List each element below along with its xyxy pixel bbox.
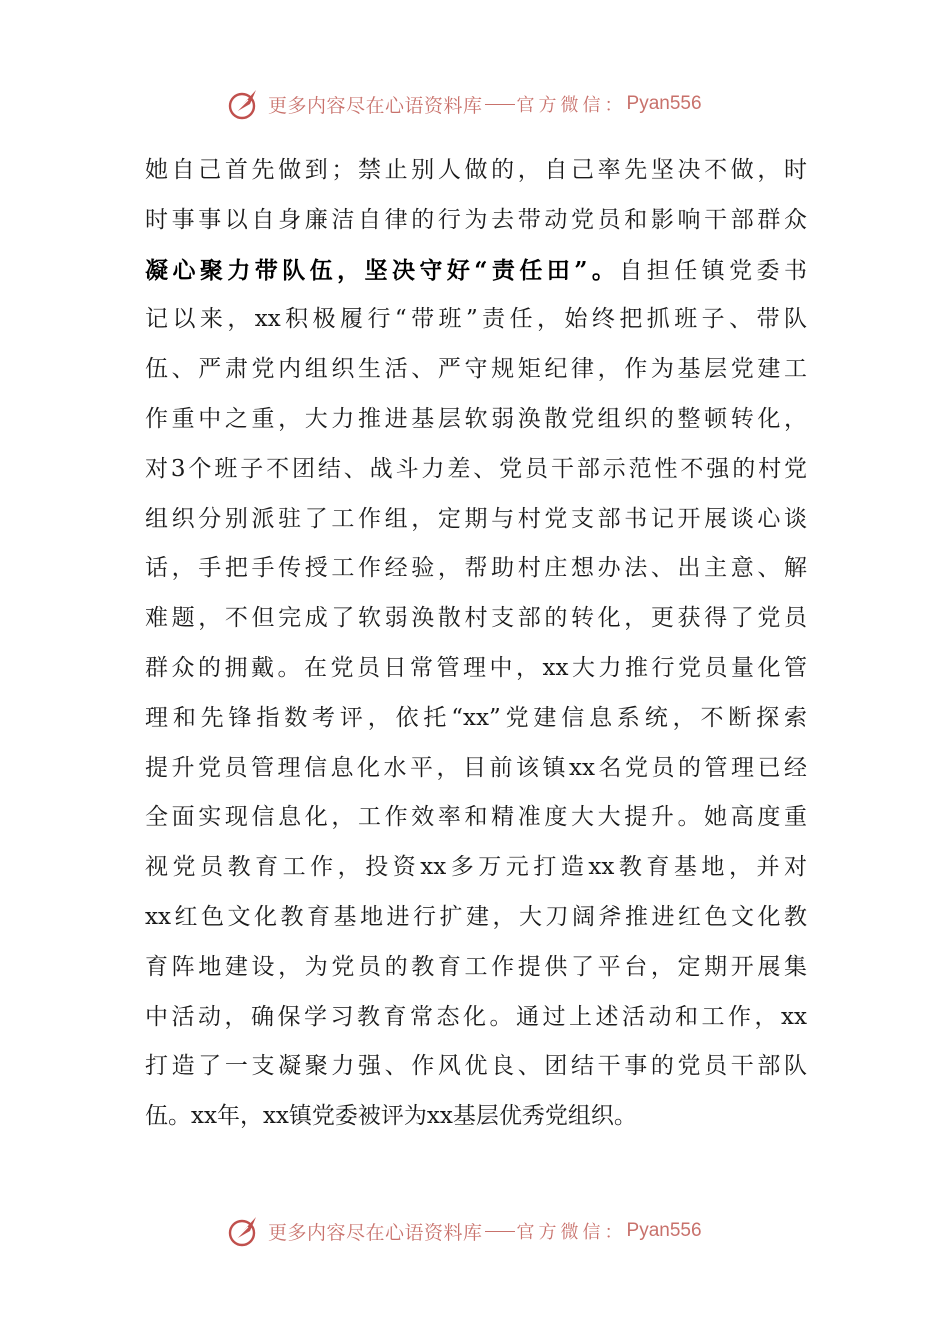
text-line: 组织分别派驻了工作组，定期与村党支部书记开展谈心谈 [145, 505, 807, 532]
text-line: 时事事以自身廉洁自律的行为去带动党员和影响干部群众 [145, 206, 807, 233]
watermark-text: 更多内容尽在心语资料库 [268, 1221, 483, 1244]
text-line: 对3个班子不团结、战斗力差、党员干部示范性不强的村党 [145, 455, 807, 482]
text-line: 打造了一支凝聚力强、作风优良、团结干事的党员干部队 [145, 1053, 807, 1080]
watermark-wechat-label: 官方微信： [516, 1222, 627, 1243]
quill-logo-icon [226, 86, 262, 122]
watermark-text: 更多内容尽在心语资料库 [268, 94, 483, 117]
text-line: 育阵地建设，为党员的教育工作提供了平台，定期开展集 [145, 953, 807, 980]
text-line: 作重中之重，大力推进基层软弱涣散党组织的整顿转化， [145, 405, 807, 432]
watermark-wechat-label: 官方微信： [516, 95, 627, 116]
bold-heading: 凝心聚力带队伍，坚决守好“责任田”。 [145, 256, 620, 284]
text-line: 记以来，xx积极履行“带班”责任，始终把抓班子、带队 [145, 306, 807, 333]
text-line: xx红色文化教育基地进行扩建，大刀阔斧推进红色文化教 [145, 903, 807, 930]
text-line: 中活动，确保学习教育常态化。通过上述活动和工作，xx [145, 1003, 807, 1030]
text-line: 全面实现信息化，工作效率和精准度大大提升。她高度重 [145, 804, 807, 831]
watermark-dash [485, 104, 515, 105]
text-line: 视党员教育工作，投资xx多万元打造xx教育基地，并对 [145, 854, 807, 881]
text-line: 提升党员管理信息化水平，目前该镇xx名党员的管理已经 [145, 754, 807, 781]
text-line: 难题，不但完成了软弱涣散村支部的转化，更获得了党员 [145, 605, 807, 632]
document-body [145, 146, 807, 1142]
quill-logo-icon [226, 1213, 262, 1249]
footer-watermark [226, 1211, 726, 1251]
text-line: 她自己首先做到；禁止别人做的，自己率先坚决不做，时 [145, 157, 807, 183]
text-line: 理和先锋指数考评，依托“xx”党建信息系统，不断探索 [145, 704, 807, 731]
text-line: 伍。xx年，xx镇党委被评为xx基层优秀党组织。 [145, 1103, 637, 1130]
text-line: 群众的拥戴。在党员日常管理中，xx大力推行党员量化管 [145, 654, 807, 681]
text-line: 话，手把手传授工作经验，帮助村庄想办法、出主意、解 [145, 555, 807, 582]
watermark-handle: Pyan556 [626, 1220, 702, 1241]
text-line: 凝心聚力带队伍，坚决守好“责任田”。自担任镇党委书 [145, 256, 807, 284]
header-watermark [226, 84, 726, 124]
text-line: 伍、严肃党内组织生活、严守规矩纪律，作为基层党建工 [145, 356, 807, 383]
watermark-handle: Pyan556 [626, 93, 702, 114]
watermark-dash [485, 1231, 515, 1232]
